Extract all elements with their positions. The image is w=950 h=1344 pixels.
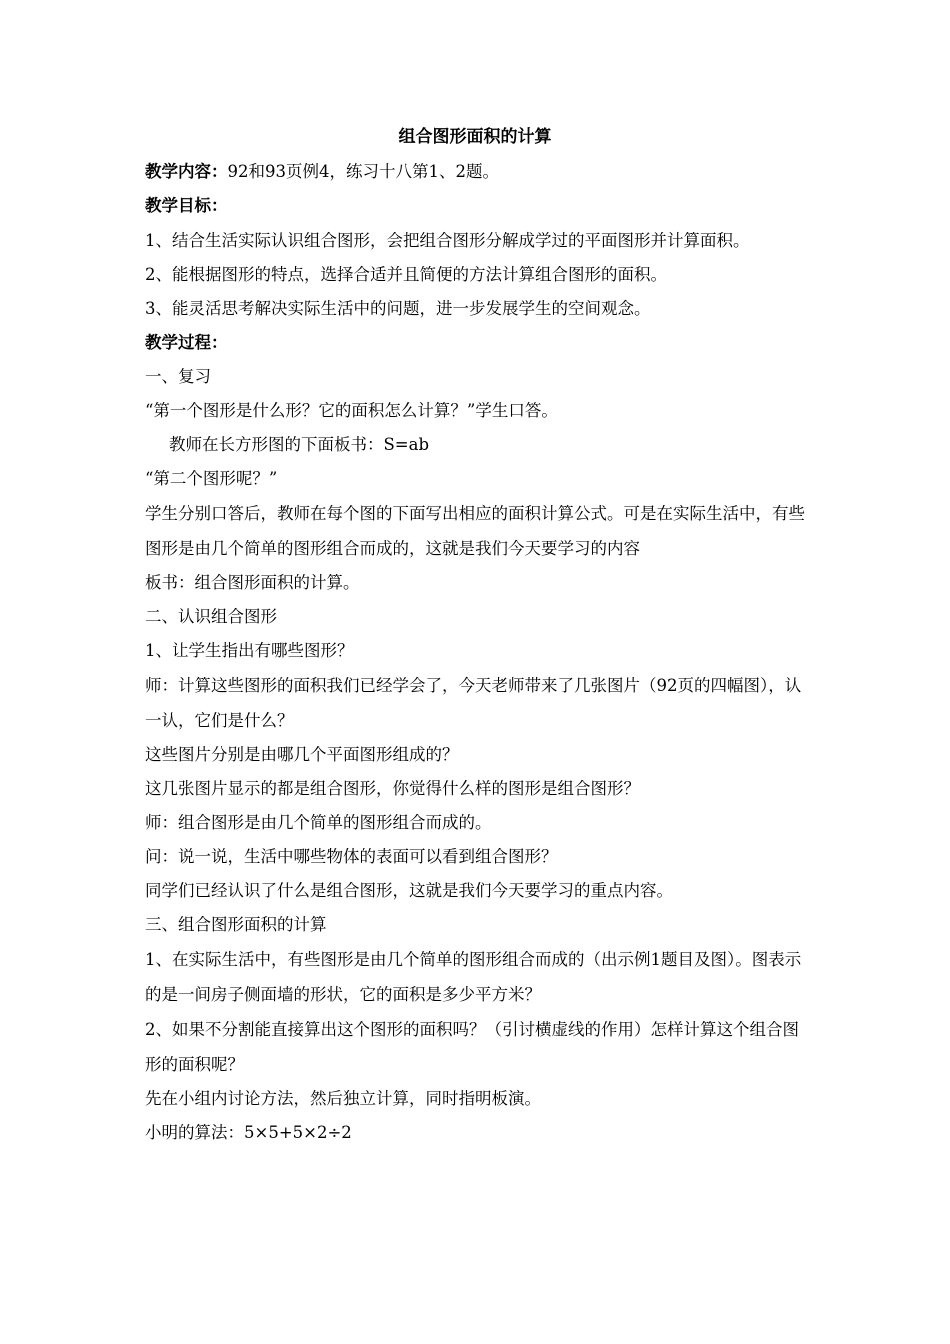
paragraph: 学生分别口答后，教师在每个图的下面写出相应的面积计算公式。可是在实际生活中，有些图形是由几个简单的图形组合而成的，这就是我们今天要学习的内容 (145, 504, 805, 558)
paragraph: 问：说一说，生活中哪些物体的表面可以看到组合图形？ (145, 847, 558, 866)
paragraph: 2、如果不分割能直接算出这个图形的面积吗？（引讨横虚线的作用）怎样计算这个组合图形的面积呢？ (145, 1020, 799, 1074)
paragraph: 同学们已经认识了什么是组合图形，这就是我们今天要学习的重点内容。 (145, 881, 673, 900)
teaching-goals-heading (145, 189, 810, 223)
paragraph: 这些图片分别是由哪几个平面图形组成的？ (145, 745, 459, 764)
line-label: 教学目标： (145, 196, 228, 215)
section-recognize: 二、认识组合图形 (145, 607, 277, 626)
paragraph: 师：组合图形是由几个简单的图形组合而成的。 (145, 813, 492, 832)
goal-3: 3、能灵活思考解决实际生活中的问题，进一步发展学生的空间观念。 (145, 299, 651, 318)
paragraph: 小明的算法：5×5+5×2÷2 (145, 1123, 352, 1142)
paragraph: “第一个图形是什么形？它的面积怎么计算？”学生口答。 (145, 401, 558, 420)
document-body (145, 155, 810, 1150)
line-label: 教学过程： (145, 333, 228, 352)
paragraph: 教师在长方形图的下面板书：S=ab (169, 435, 430, 454)
goal-1: 1、结合生活实际认识组合图形，会把组合图形分解成学过的平面图形并计算面积。 (145, 231, 750, 250)
teaching-process-heading (145, 326, 810, 360)
paragraph: 先在小组内讨论方法，然后独立计算，同时指明板演。 (145, 1089, 541, 1108)
paragraph: 师：计算这些图形的面积我们已经学会了，今天老师带来了几张图片（92页的四幅图），认一认，它们是什么？ (145, 676, 802, 730)
paragraph: 这几张图片显示的都是组合图形，你觉得什么样的图形是组合图形？ (145, 779, 640, 798)
paragraph: 1、让学生指出有哪些图形？ (145, 641, 354, 660)
document-title: 组合图形面积的计算 (398, 127, 552, 147)
teaching-content-line (145, 155, 810, 189)
line-label: 教学内容： (145, 162, 228, 181)
paragraph: “第二个图形呢？” (145, 469, 278, 488)
goal-2: 2、能根据图形的特点，选择合适并且简便的方法计算组合图形的面积。 (145, 265, 667, 284)
paragraph: 1、在实际生活中，有些图形是由几个简单的图形组合而成的（出示例1题目及图）。图表示的是一间房子侧面墙的形状，它的面积是多少平方米？ (145, 950, 802, 1004)
paragraph: 板书：组合图形面积的计算。 (145, 573, 360, 592)
line-text: 92和93页例4，练习十八第1、2题。 (227, 162, 499, 181)
section-calculation: 三、组合图形面积的计算 (145, 915, 327, 934)
section-review: 一、复习 (145, 367, 211, 386)
